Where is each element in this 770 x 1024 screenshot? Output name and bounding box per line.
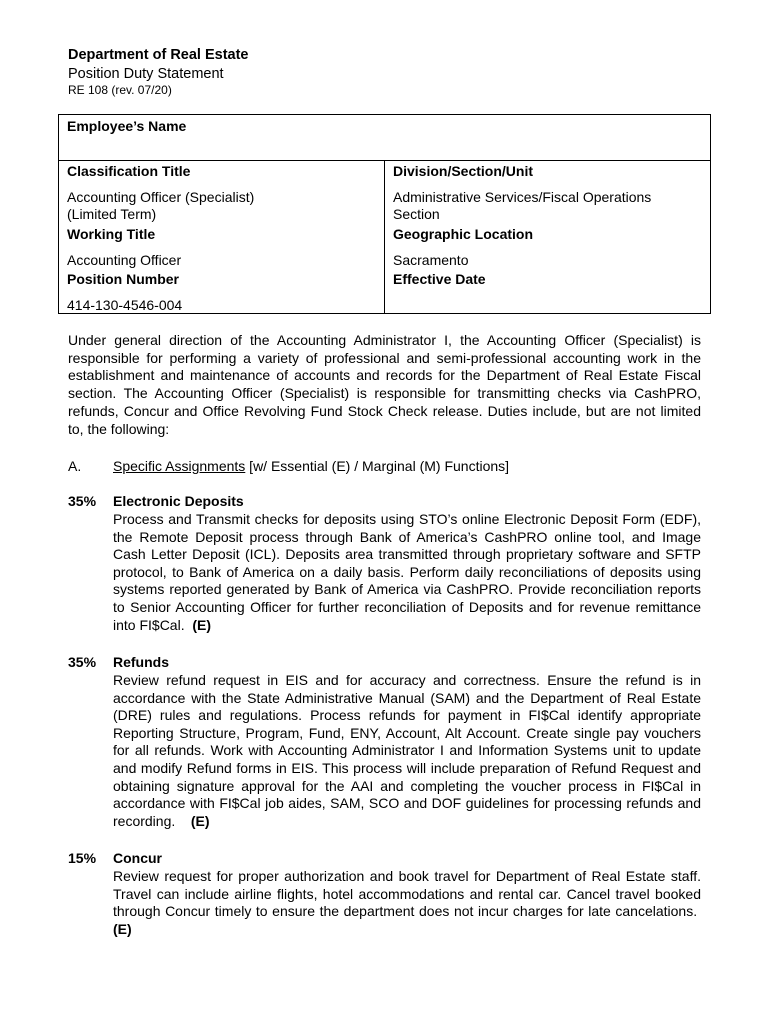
working-title-value: Accounting Officer	[67, 252, 182, 268]
duty-title: Refunds	[113, 654, 169, 670]
duty-code: (E)	[113, 920, 132, 937]
section-title: Specific Assignments	[113, 458, 246, 474]
duty-title: Electronic Deposits	[113, 493, 244, 509]
duty-body	[113, 511, 701, 634]
working-title-cell	[67, 226, 377, 269]
duty-title: Concur	[113, 850, 162, 866]
duty-text: Process and Transmit checks for deposits using STO’s online Electronic Deposit Form (EDF), the Remote Deposit process through Bank of America’s CashPRO online tool, and Image Cash Letter Deposit (ICL). Deposits area transmitted through proprietary software and SFTP protocol, to Bank of America on a daily basis. Perform daily reconciliations of deposits using systems reported generated by Bank of America via CashPRO. Provide reconciliation reports to Senior Accounting Officer for further reconciliation of Deposits and for revenue remittance into FI$Cal.	[113, 511, 701, 633]
position-info-table	[58, 114, 711, 314]
employee-name-cell	[67, 118, 697, 134]
location-value: Sacramento	[393, 252, 469, 268]
position-number-cell	[67, 271, 377, 314]
table-divider	[384, 160, 385, 313]
duty-text: Review request for proper authorization and book travel for Department of Real Estate staff. Travel can include airline flights, hotel accommodations and rental car. Cancel travel booked through Concur timely to ensure the department does not incur charges for late cancelations.	[113, 868, 701, 920]
department-title: Department of Real Estate	[68, 47, 249, 63]
duty-percent: 35%	[68, 654, 97, 670]
classification-title-line: (Limited Term)	[67, 206, 157, 222]
location-label: Geographic Location	[393, 226, 534, 242]
duty-code: (E)	[192, 616, 212, 633]
section-suffix: [w/ Essential (E) / Marginal (M) Functions]	[245, 458, 510, 474]
duty-body	[113, 672, 701, 830]
division-value	[393, 189, 703, 223]
section-letter: A.	[68, 458, 82, 474]
duty-percent: 15%	[68, 850, 97, 866]
division-line: Administrative Services/Fiscal Operations	[393, 189, 652, 205]
classification-title-value	[67, 189, 377, 223]
effective-date-cell	[393, 271, 703, 287]
working-title-label: Working Title	[67, 226, 156, 242]
form-revision: RE 108 (rev. 07/20)	[68, 83, 172, 97]
position-number-label: Position Number	[67, 271, 180, 287]
employee-name-label: Employee’s Name	[67, 118, 187, 134]
division-cell	[393, 163, 703, 223]
division-label: Division/Section/Unit	[393, 163, 534, 179]
classification-title-cell	[67, 163, 377, 223]
duty-code: (E)	[190, 812, 210, 829]
position-number-value: 414-130-4546-004	[67, 297, 183, 313]
location-cell	[393, 226, 703, 269]
classification-title-label: Classification Title	[67, 163, 191, 179]
classification-title-line: Accounting Officer (Specialist)	[67, 189, 255, 205]
intro-paragraph: Under general direction of the Accounting Administrator I, the Accounting Officer (Specialist) is responsible for performing a variety of professional and semi-professional accounting work in the establishment and maintenance of accounts and records for the Department of Real Estate Fiscal section. The Accounting Officer (Specialist) is responsible for transmitting checks via CashPRO, refunds, Concur and Office Revolving Fund Stock Check release. Duties include, but are not limited to, the following:	[68, 332, 701, 437]
duty-body	[113, 868, 701, 938]
duty-text: Review refund request in EIS and for accuracy and correctness. Ensure the refund is in accordance with the State Administrative Manual (SAM) and the Department of Real Estate (DRE) rules and regulations. Process refunds for payment in FI$Cal identify appropriate Reporting Structure, Program, Fund, ENY, Account, Alt Account. Create single pay vouchers for all refunds. Work with Accounting Administrator I and Information Systems unit to update and modify Refund forms in EIS. This process will include preparation of Refund Request and obtaining signature approval for the AAI and completing the voucher process in FI$Cal in accordance with FI$Cal job aides, SAM, SCO and DOF guidelines for processing refunds and recording.	[113, 672, 701, 829]
division-line: Section	[393, 206, 440, 222]
duty-percent: 35%	[68, 493, 97, 509]
section-a-heading	[68, 458, 509, 474]
document-title: Position Duty Statement	[68, 66, 224, 82]
effective-date-label: Effective Date	[393, 271, 486, 287]
